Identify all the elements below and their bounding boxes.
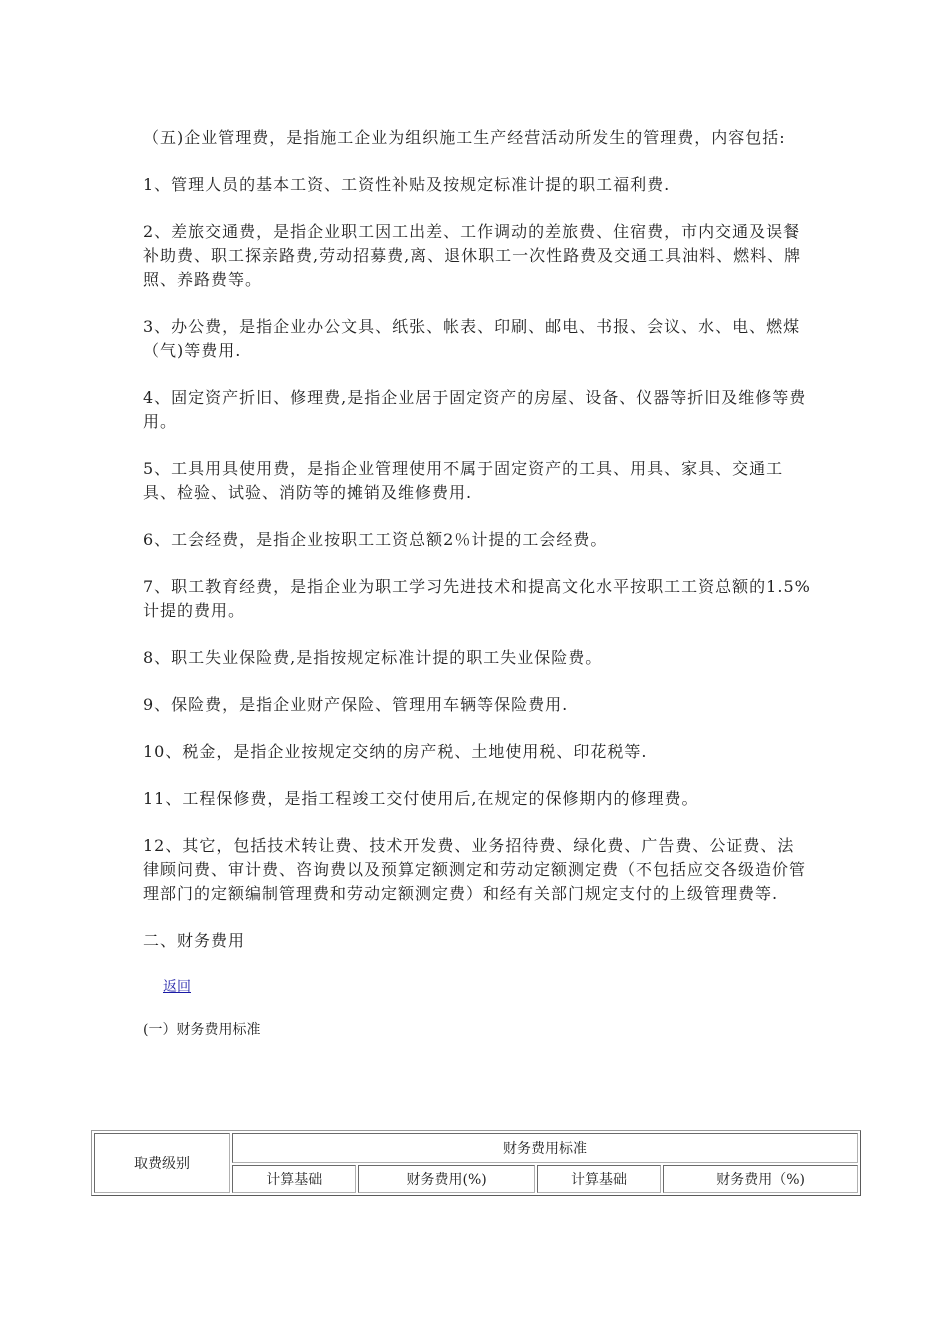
paragraph-item-8: 8、职工失业保险费,是指按规定标准计提的职工失业保险费。 <box>143 648 603 667</box>
finance-fee-table <box>91 1130 861 1196</box>
paragraph-item-7: 7、职工教育经费，是指企业为职工学习先进技术和提高文化水平按职工工资总额的1.5%计提的费用。 <box>143 577 811 620</box>
paragraph-item-11: 11、工程保修费，是指工程竣工交付使用后,在规定的保修期内的修理费。 <box>143 789 699 808</box>
paragraph-item-2: 2、差旅交通费，是指企业职工因工出差、工作调动的差旅费、住宿费，市内交通及误餐补助费、职工探亲路费,劳动招募费,离、退休职工一次性路费及交通工具油料、燃料、牌照、养路费等。 <box>143 222 802 289</box>
header-fee-level: 取费级别 <box>94 1133 230 1193</box>
section-heading-finance: 二、财务费用 <box>143 931 246 950</box>
paragraph-item-1: 1、管理人员的基本工资、工资性补贴及按规定标准计提的职工福利费. <box>143 175 671 194</box>
header-calc-base-1: 计算基础 <box>232 1165 356 1193</box>
back-link[interactable]: 返回 <box>163 979 191 995</box>
paragraph-item-3: 3、办公费，是指企业办公文具、纸张、帐表、印刷、邮电、书报、会议、水、电、燃煤（气)等费用. <box>143 317 801 360</box>
finance-fee-table-container <box>91 1130 861 1196</box>
header-finance-rate-2: 财务费用（%) <box>663 1165 858 1193</box>
paragraph-item-4: 4、固定资产折旧、修理费,是指企业居于固定资产的房屋、设备、仪器等折旧及维修等费用。 <box>143 388 807 431</box>
paragraph-item-9: 9、保险费，是指企业财产保险、管理用车辆等保险费用. <box>143 695 569 714</box>
paragraph-intro: （五)企业管理费，是指施工企业为组织施工生产经营活动所发生的管理费，内容包括: <box>143 128 786 147</box>
header-finance-standard: 财务费用标准 <box>232 1133 858 1163</box>
paragraph-item-6: 6、工会经费，是指企业按职工工资总额2％计提的工会经费。 <box>143 530 608 549</box>
table-caption: (一）财务费用标准 <box>143 1022 261 1038</box>
document-body <box>143 126 811 1060</box>
header-calc-base-2: 计算基础 <box>537 1165 661 1193</box>
paragraph-item-5: 5、工具用具使用费，是指企业管理使用不属于固定资产的工具、用具、家具、交通工具、检验、试验、消防等的摊销及维修费用. <box>143 459 784 502</box>
table-header-row <box>94 1133 858 1163</box>
paragraph-item-12: 12、其它，包括技术转让费、技术开发费、业务招待费、绿化费、广告费、公证费、法律顾问费、审计费、咨询费以及预算定额测定和劳动定额测定费（不包括应交各级造价管理部门的定额编制管理费和劳动定额测定费）和经有关部门规定支付的上级管理费等. <box>143 836 807 903</box>
paragraph-item-10: 10、税金，是指企业按规定交纳的房产税、土地使用税、印花税等. <box>143 742 648 761</box>
header-finance-rate-1: 财务费用(%) <box>358 1165 534 1193</box>
